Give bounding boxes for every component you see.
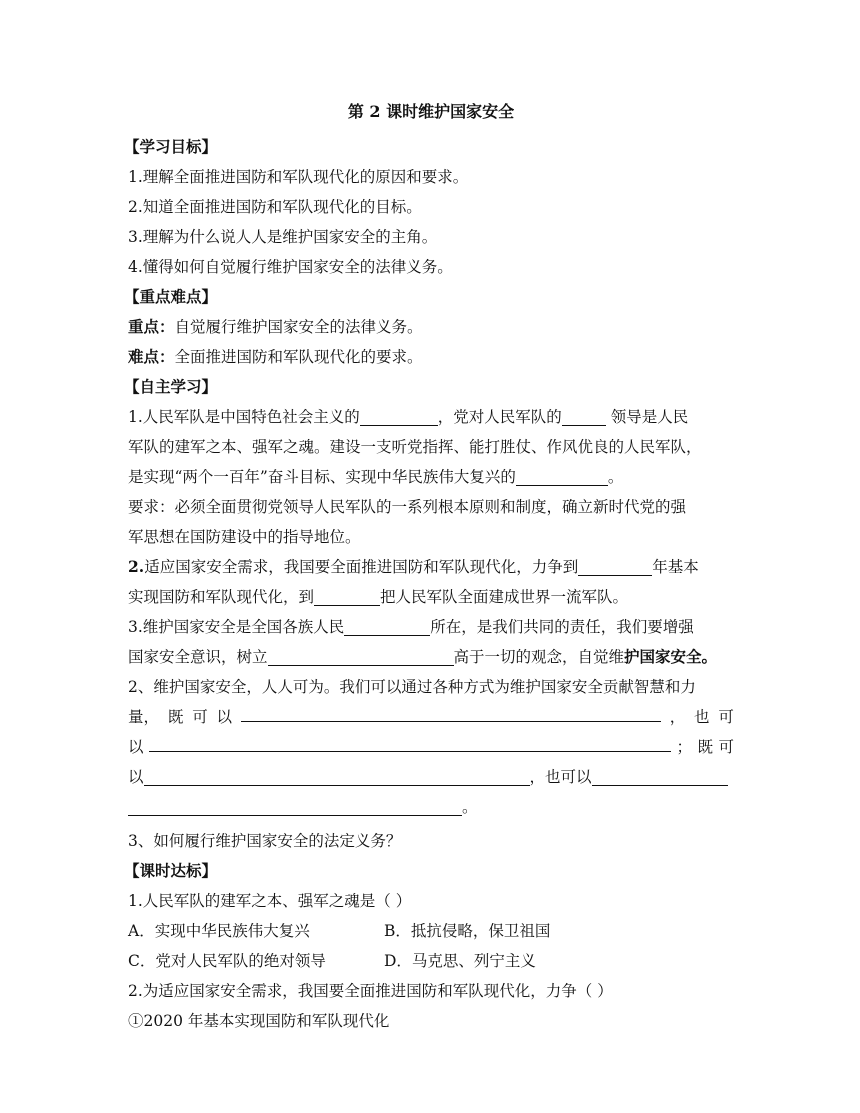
q4-text: 量， xyxy=(128,708,160,726)
goal-item: 4.懂得如何自觉履行维护国家安全的法律义务。 xyxy=(128,258,453,276)
q1-text: 领导是人民 xyxy=(605,408,689,426)
q4-text: 既 xyxy=(697,738,713,756)
focus-label: 重点： xyxy=(128,317,175,336)
q4-text: ，也可以 xyxy=(529,768,592,786)
q3-line-2 xyxy=(128,642,734,672)
q1-line-3 xyxy=(128,462,734,492)
practice-q1-options-row-1 xyxy=(128,916,734,946)
practice-header: 【课时达标】 xyxy=(124,861,218,880)
fill-blank[interactable] xyxy=(344,617,430,636)
practice-q2: 2.为适应国家安全需求，我国要全面推进国防和军队现代化，力争（ ） xyxy=(128,982,613,1000)
q3-text: 国家安全意识，树立 xyxy=(128,648,268,666)
document-content xyxy=(124,100,734,1036)
q1-line-2: 军队的建军之本、强军之魂。建设一支听党指挥、能打胜仗、作风优良的人民军队， xyxy=(128,438,702,456)
requirement-line-2: 军思想在国防建设中的指导地位。 xyxy=(128,528,361,546)
q2-text: 实现国防和军队现代化，到 xyxy=(128,588,315,606)
fill-blank[interactable] xyxy=(268,647,454,666)
difficulty-text: 全面推进国防和军队现代化的要求。 xyxy=(174,348,423,366)
q3-text: 高于一切的观念，自觉维 xyxy=(453,648,625,666)
fill-blank[interactable] xyxy=(592,767,728,786)
q2-text: 适应国家安全需求，我国要全面推进国防和军队现代化，力争到 xyxy=(144,558,579,576)
q4-text: 也 xyxy=(694,708,710,726)
q4-text: ， xyxy=(669,708,686,726)
fill-blank[interactable] xyxy=(360,407,438,426)
fill-blank[interactable] xyxy=(144,767,530,786)
key-header: 【重点难点】 xyxy=(124,287,218,306)
option-a[interactable]: A．实现中华民族伟大复兴 xyxy=(128,922,310,940)
practice-q1-options-row-2 xyxy=(128,946,734,976)
q4-line-1: 2、维护国家安全，人人可为。我们可以通过各种方式为维护国家安全贡献智慧和力 xyxy=(128,678,696,696)
option-c[interactable]: C．党对人民军队的绝对领导 xyxy=(128,952,326,970)
practice-q2-item-1: ①2020 年基本实现国防和军队现代化 xyxy=(128,1012,390,1030)
focus-text: 自觉履行维护国家安全的法律义务。 xyxy=(174,318,423,336)
goals-header: 【学习目标】 xyxy=(124,137,218,156)
q1-text: 。 xyxy=(607,468,624,486)
q4-text: 可 xyxy=(192,708,208,726)
fill-blank[interactable] xyxy=(241,703,661,722)
self-study-header: 【自主学习】 xyxy=(124,377,218,396)
q4-text: 。 xyxy=(462,798,478,816)
q4-line-4 xyxy=(128,762,734,792)
q3-text: 3.维护国家安全是全国各族人民 xyxy=(128,618,345,636)
fill-blank[interactable] xyxy=(516,467,608,486)
q4-line-5 xyxy=(128,792,734,822)
difficulty-line xyxy=(128,342,734,372)
q3-text-bold: 护国家安全。 xyxy=(624,647,718,666)
q4-text: 既 xyxy=(167,708,184,726)
q4-text: 以 xyxy=(216,708,233,726)
focus-line xyxy=(128,312,734,342)
q2-line-1 xyxy=(128,552,734,582)
q3-line-1 xyxy=(128,612,734,642)
q4-line-2 xyxy=(128,702,734,732)
q2-number: 2. xyxy=(128,557,145,576)
goal-item: 3.理解为什么说人人是维护国家安全的主角。 xyxy=(128,228,438,246)
q1-line-1 xyxy=(128,402,734,432)
goal-item: 2.知道全面推进国防和军队现代化的目标。 xyxy=(128,198,422,216)
q4-text: 可 xyxy=(718,708,734,726)
difficulty-label: 难点： xyxy=(128,347,175,366)
fill-blank[interactable] xyxy=(149,733,671,752)
fill-blank[interactable] xyxy=(314,587,380,606)
practice-q1: 1.人民军队的建军之本、强军之魂是（ ） xyxy=(128,892,412,910)
q2-text: 年基本 xyxy=(652,558,699,576)
q5-line: 3、如何履行维护国家安全的法定义务？ xyxy=(128,832,402,850)
q4-text: 可 xyxy=(718,738,734,756)
q4-line-3 xyxy=(128,732,734,762)
option-d[interactable]: D．马克思、列宁主义 xyxy=(384,952,536,970)
q2-text: 把人民军队全面建成世界一流军队。 xyxy=(380,588,629,606)
q2-line-2 xyxy=(128,582,734,612)
page-title: 第 2 课时维护国家安全 xyxy=(347,102,515,121)
q1-text: ，党对人民军队的 xyxy=(437,408,562,426)
q4-text: ； xyxy=(676,738,692,756)
fill-blank[interactable] xyxy=(578,557,652,576)
requirement-line-1: 要求：必须全面贯彻党领导人民军队的一系列根本原则和制度，确立新时代党的强 xyxy=(128,498,687,516)
goal-item: 1.理解全面推进国防和军队现代化的原因和要求。 xyxy=(128,168,469,186)
q4-text: 以 xyxy=(128,768,144,786)
q3-text: 所在，是我们共同的责任，我们要增强 xyxy=(430,618,694,636)
q4-text: 以 xyxy=(128,738,144,756)
q1-text: 是实现“两个一百年”奋斗目标、实现中华民族伟大复兴的 xyxy=(128,468,516,486)
fill-blank[interactable] xyxy=(562,407,606,426)
option-b[interactable]: B．抵抗侵略，保卫祖国 xyxy=(384,922,551,940)
q1-text: 1.人民军队是中国特色社会主义的 xyxy=(128,408,360,426)
fill-blank[interactable] xyxy=(128,797,462,816)
